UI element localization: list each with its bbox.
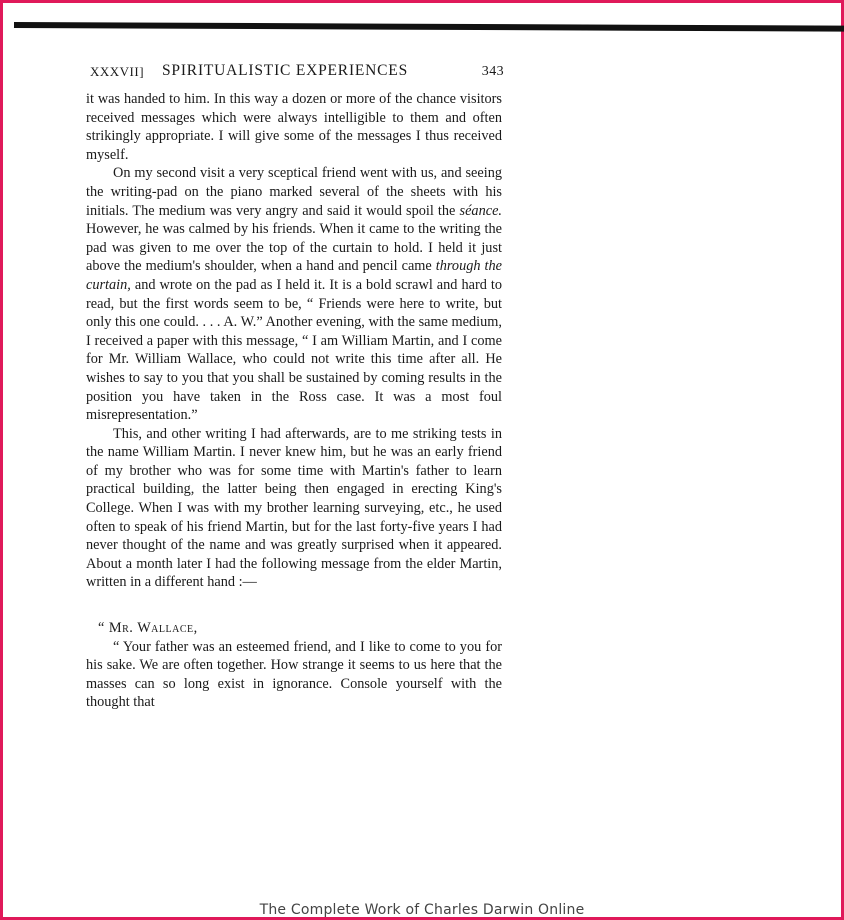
- letter-salutation-text: “ Mr. Wallace,: [98, 620, 198, 637]
- page-body: [86, 90, 502, 712]
- paragraph-2-italic-seance: séance.: [459, 202, 502, 219]
- letter-salutation: [86, 619, 502, 638]
- paragraph-spacer: [86, 592, 502, 619]
- page-number: 343: [481, 64, 504, 79]
- running-header: [90, 62, 504, 84]
- paragraph-2-text-c: However, he was calmed by his friends. When it came to the writing the pad was given to me over the top of the curtain to hold. I held it just above the medium's shoulder, when a hand and pencil came: [86, 221, 502, 275]
- paragraph-1: it was handed to him. In this way a dozen or more of the chance visitors received messages which were always intelligible to them and often strikingly appropriate. I will give some of the messages I thus received myself.: [86, 91, 502, 163]
- letter-body: “ Your father was an esteemed friend, and I like to come to you for his sake. We are often together. How strange it seems to us here that the masses can so long exist in ignorance. Console yourself with the thought that: [86, 638, 502, 711]
- paragraph-2-text-a: On my second visit a very sceptical friend went with us, and seeing the writing-pad on the piano marked several of the sheets with his initials. The medium was very angry and said it would spoil the: [86, 165, 502, 219]
- footer-watermark: The Complete Work of Charles Darwin Online: [259, 902, 585, 918]
- paragraph-3: This, and other writing I had afterwards, are to me striking tests in the name William Martin. I never knew him, but he was an early friend of my brother who was for some time with Martin's father to learn practical building, the latter being then engaged in erecting King's College. When I was with my brother learning surveying, etc., he used often to speak of his friend Martin, but for the last forty-five years I had never thought of the name and was greatly surprised when it appeared. About a month later I had the following message from the elder Martin, written in a different hand :—: [86, 425, 502, 591]
- running-title: SPIRITUALISTIC EXPERIENCES: [162, 62, 408, 79]
- paragraph-2: [86, 164, 502, 424]
- paragraph-2-italic-curtain: through the curtain,: [86, 258, 502, 293]
- chapter-number: XXXVII]: [90, 64, 145, 79]
- paragraph-2-text-e: and wrote on the pad as I held it. It is a bold scrawl and hard to read, but the first words seem to be, “ Friends were here to write, but only this one could. . . . A. W.” Another evening, with the same medium, I received a paper with this message, “ I am William Martin, and I come for Mr. William Wallace, who could not write this time after all. He wishes to say to you that you shall be sustained by coming results in the position you have taken in the Ross case. It was a most foul misrepresentation.”: [86, 276, 502, 424]
- top-rule: [14, 22, 844, 32]
